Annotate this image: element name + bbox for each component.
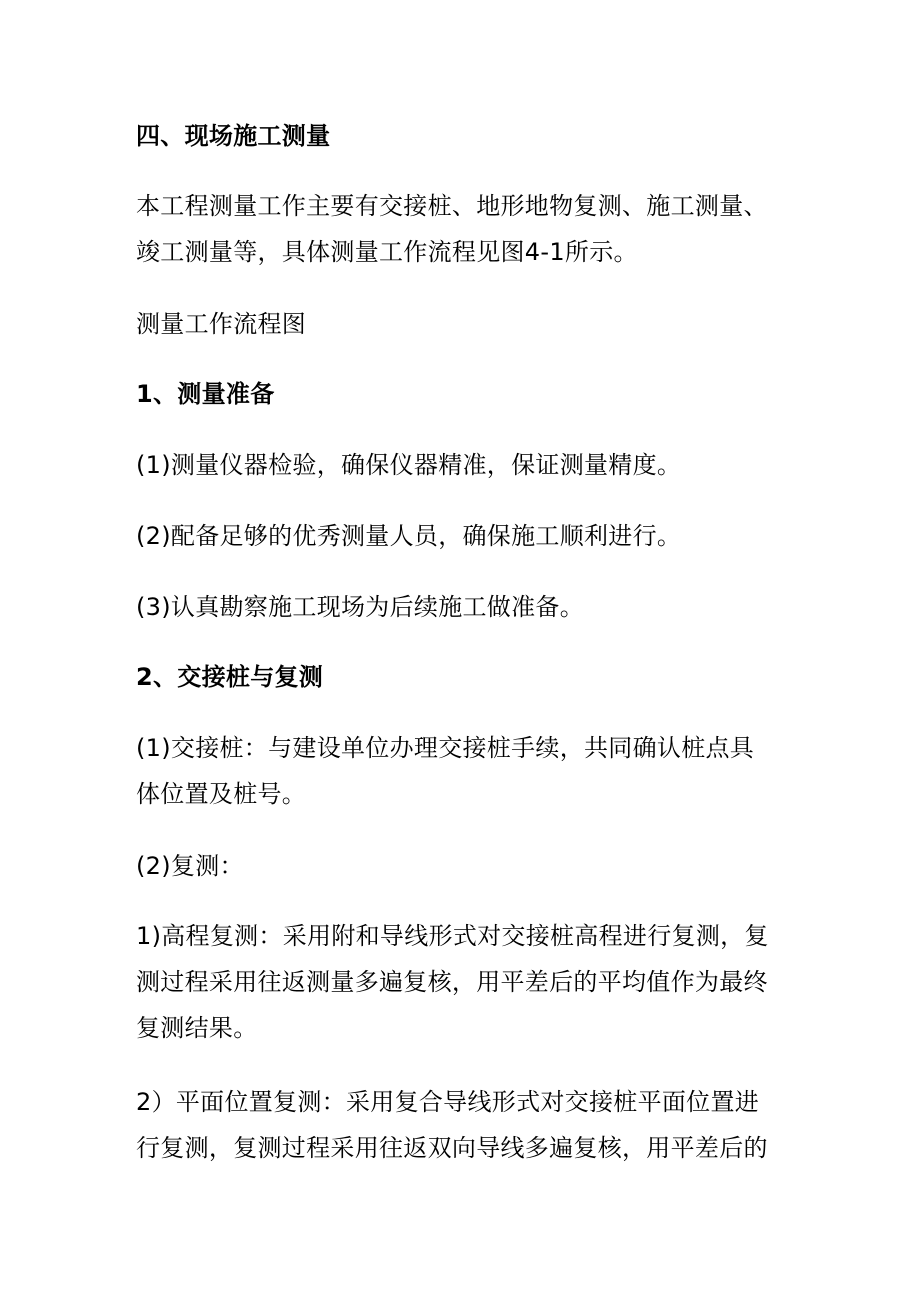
elevation-paragraph <box>136 913 796 1051</box>
handover-paragraph <box>136 725 796 817</box>
prep-item-2-text: (2)配备足够的优秀测量人员，确保施工顺利进行。 <box>136 522 682 550</box>
plane-line-2: 行复测，复测过程采用往返双向导线多遍复核，用平差后的 <box>136 1134 768 1162</box>
figure-caption-text: 测量工作流程图 <box>136 310 307 338</box>
plane-line-1: 2）平面位置复测：采用复合导线形式对交接桩平面位置进 <box>136 1088 760 1116</box>
section-title-text: 四、现场施工测量 <box>136 122 331 150</box>
prep-item-3 <box>136 584 796 630</box>
elevation-line-2: 测过程采用往返测量多遍复核，用平差后的平均值作为最终 <box>136 968 768 996</box>
elevation-line-1: 1)高程复测：采用附和导线形式对交接桩高程进行复测，复 <box>136 922 769 950</box>
intro-line-2: 竣工测量等，具体测量工作流程见图4-1所示。 <box>136 238 638 266</box>
section-title <box>136 113 796 159</box>
prep-item-1-text: (1)测量仪器检验，确保仪器精准，保证测量精度。 <box>136 451 682 479</box>
heading-measurement-prep <box>136 371 796 417</box>
elevation-line-3: 复测结果。 <box>136 1014 258 1042</box>
heading-measurement-prep-text: 1、测量准备 <box>136 380 275 408</box>
resurvey-label-text: (2)复测： <box>136 852 244 880</box>
heading-handover-resurvey <box>136 654 796 700</box>
figure-caption <box>136 301 796 347</box>
prep-item-1 <box>136 442 796 488</box>
prep-item-2 <box>136 513 796 559</box>
intro-line-1: 本工程测量工作主要有交接桩、地形地物复测、施工测量、 <box>136 192 768 220</box>
resurvey-label <box>136 843 796 889</box>
handover-line-2: 体位置及桩号。 <box>136 780 307 808</box>
prep-item-3-text: (3)认真勘察施工现场为后续施工做准备。 <box>136 593 584 621</box>
heading-handover-resurvey-text: 2、交接桩与复测 <box>136 663 324 691</box>
plane-paragraph <box>136 1079 796 1171</box>
handover-line-1: (1)交接桩：与建设单位办理交接桩手续，共同确认桩点具 <box>136 734 755 762</box>
intro-paragraph <box>136 183 796 275</box>
